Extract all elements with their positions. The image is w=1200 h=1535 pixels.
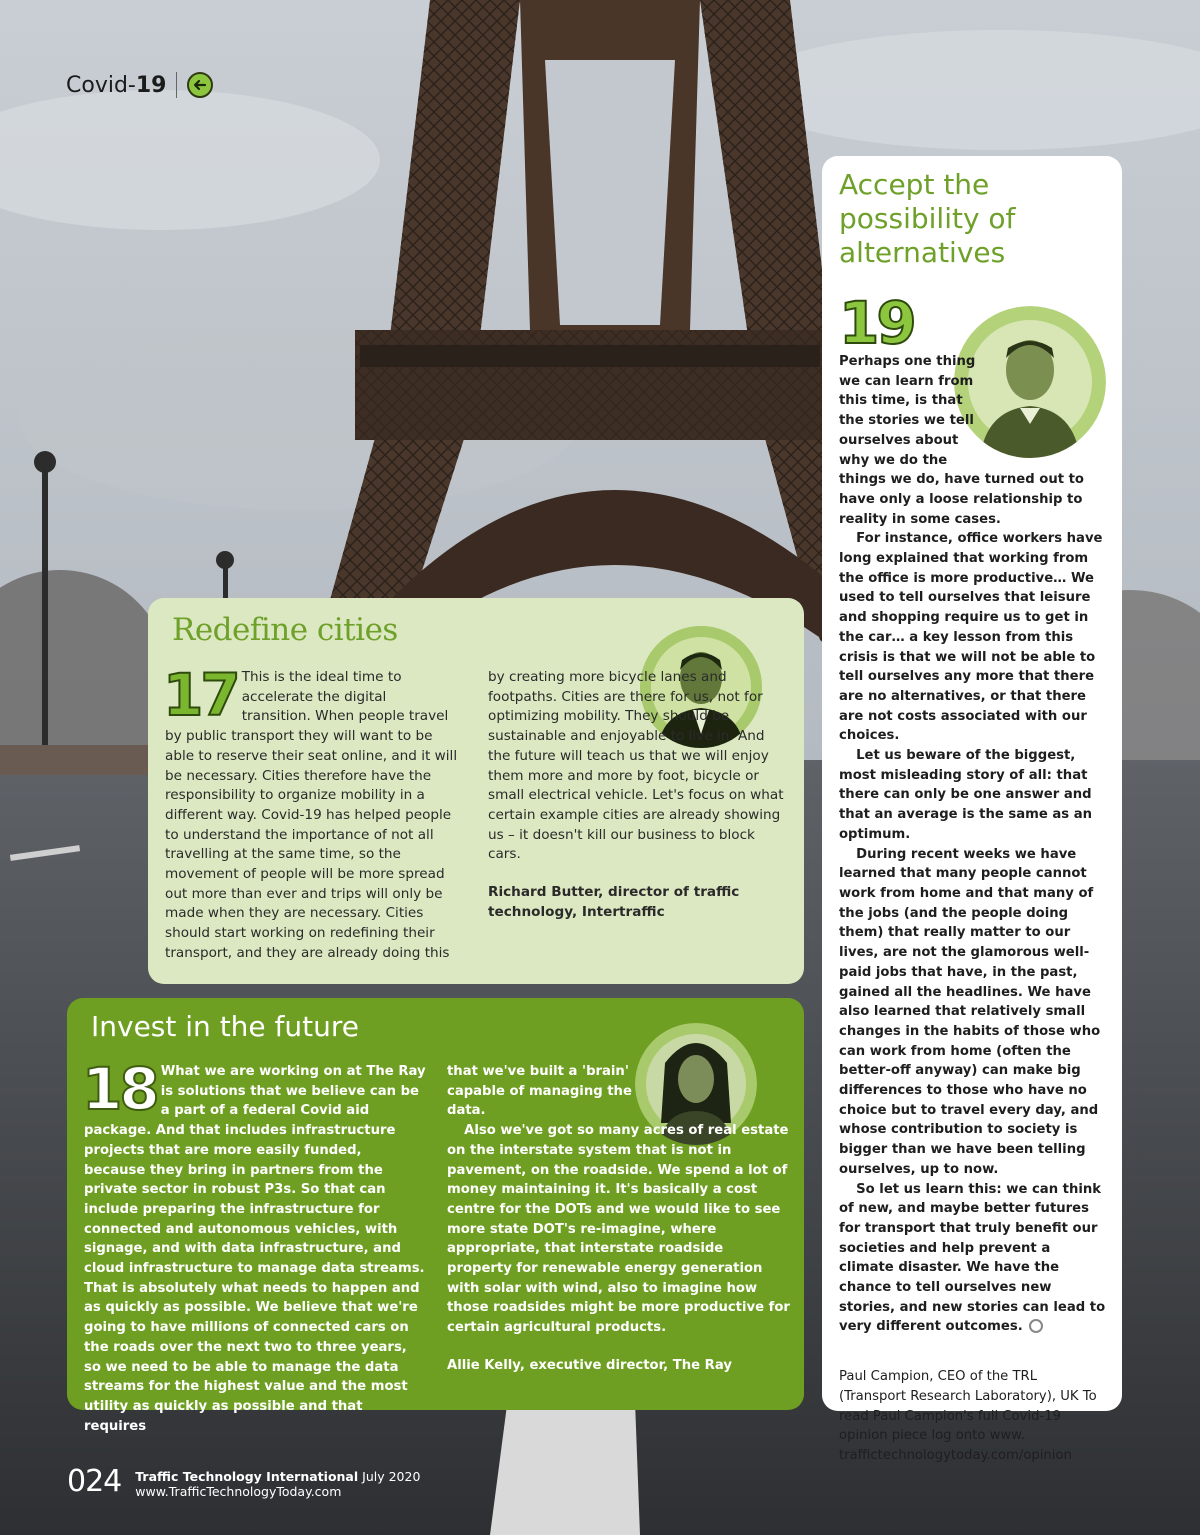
accept-alternatives-column — [839, 289, 1107, 1466]
tag-separator — [176, 72, 177, 98]
redefine-cities-column-2 — [488, 668, 790, 922]
section-label: Covid- — [66, 72, 136, 98]
redefine-cities-text-1: This is the ideal time to accelerate the digital transition. When people travel by public transport they will want to be able to reserve their seat online, and it will be necessary. Cities therefore have the responsibility to organize mobility in a different way. Covid-19 has helped people to understand the importance of not all travelling at the same time, so the movement of people will be more spread out more than ever and trips will only be made when they are necessary. Cities should start working on redefining their transport, and they are already doing this — [165, 669, 458, 961]
magazine-info — [135, 1469, 420, 1499]
invest-future-text-2a: that we've built a 'brain' capable of managing the data. — [447, 1064, 632, 1119]
redefine-cities-credit: Richard Butter, director of traffic technology, Intertraffic — [488, 884, 740, 920]
invest-future-column-2 — [447, 1062, 792, 1376]
accept-alternatives-heading: Accept the possibility of alternatives — [839, 168, 1016, 269]
drop-number-19: 19 — [839, 289, 914, 357]
accept-alternatives-text-3: Let us beware of the biggest, most misleading story of all: that there can only be one answer and that an average is the same as an optimum. — [839, 748, 1093, 842]
invest-future-text-1: What we are working on at The Ray is solutions that we believe can be a part of a federal Covid aid package. And that includes infrastructure projects that are more easily funded, because they bring in partners from the private sector in robust P3s. So that can include preparing the infrastructure for connected and autonomous vehicles, with signage, and with data infrastructure, and cloud infrastructure to manage data streams. That is absolutely what needs to happen and as quickly as possible. We believe that we're going to have millions of connected cars on the roads over the next two to three years, so we need to be able to manage the data streams for the highest value and the most utility as quickly as possible and that requires — [84, 1064, 426, 1434]
page-number: 024 — [67, 1464, 122, 1499]
invest-future-heading: Invest in the future — [91, 1010, 359, 1043]
magazine-title: Traffic Technology International — [135, 1469, 359, 1484]
accept-alternatives-panel — [822, 156, 1122, 1463]
invest-future-panel — [67, 998, 804, 1434]
invest-future-text-2b: Also we've got so many acres of real estate on the interstate system that is not in pavement, on the roadside. We spend a lot of money maintaining it. It's basically a cost centre for the DOTs and we would like to see more state DOT's re-imagine, where appropriate, that interstate roadside property for renewable energy generation with solar with wind, also to imagine how those roadsides might be more productive for certain agricultural products. — [447, 1123, 790, 1336]
drop-number-17: 17 — [163, 661, 238, 729]
portrait-wrap-spacer — [979, 352, 1107, 462]
invest-future-credit: Allie Kelly, executive director, The Ray — [447, 1357, 732, 1373]
accept-alternatives-credit: Paul Campion, CEO of the TRL (Transport Research Laboratory), UK To read Paul Campion's full Covid-19 opinion piece log onto www. traffictechnologytoday.com/opinion — [839, 1369, 1097, 1463]
accept-alternatives-text-2: For instance, office workers have long explained that working from the office is more productive… We used to tell ourselves that leisure and shopping require us to get in the car… a key lesson from this crisis is that we will not be able to tell ourselves any more that there are no alternatives, or that there are not costs associated with our choices. — [839, 531, 1103, 744]
redefine-cities-column-1 — [163, 661, 459, 964]
magazine-issue: July 2020 — [362, 1469, 421, 1484]
redefine-cities-text-2: by creating more bicycle lanes and footpaths. Cities are there for us, not for optimizing mobility. They should be sustainable and enjoyable to live in. And the future will teach us that we will enjoy them more and more by foot, bicycle or small electrical vehicle. Let's focus on what certain example cities are already showing us – it doesn't kill our business to block cars. — [488, 669, 784, 863]
redefine-cities-panel — [148, 598, 804, 984]
accept-alternatives-text-5-body: So let us learn this: we can think of new, and maybe better futures for transport that truly benefit our societies and help prevent a climate disaster. We have the chance to tell ourselves new stories, and new stories can lead to very different outcomes. — [839, 1181, 1106, 1335]
page-footer — [67, 1465, 420, 1499]
magazine-website[interactable]: www.TrafficTechnologyToday.com — [135, 1484, 342, 1499]
back-arrow-icon[interactable] — [187, 72, 213, 98]
end-of-article-icon — [1029, 1319, 1043, 1333]
section-tag — [66, 70, 213, 100]
accept-alternatives-text-1: Perhaps one thing we can learn from this time, is that the stories we tell ourselves about why we do the things we do, have turned out to have only a loose relationship to reality in some cases. — [839, 354, 1084, 527]
accept-alternatives-text-5 — [839, 1180, 1107, 1338]
redefine-cities-heading: Redefine cities — [172, 612, 398, 648]
section-number: 19 — [135, 72, 167, 98]
drop-number-18: 18 — [82, 1055, 157, 1123]
invest-future-column-1 — [82, 1055, 426, 1436]
accept-alternatives-text-4: During recent weeks we have learned that many people cannot work from home and that many of the jobs (and the people doing them) that really matter to our lives, are not the glamorous well-paid jobs that have, in the past, gained all the headlines. We have also learned that relatively small changes in the habits of those who can work from home (often the better-off anyway) can make big differences to those who have no choice but to travel every day, and whose contribution to society is bigger than we have been telling ourselves, up to now. — [839, 846, 1101, 1177]
